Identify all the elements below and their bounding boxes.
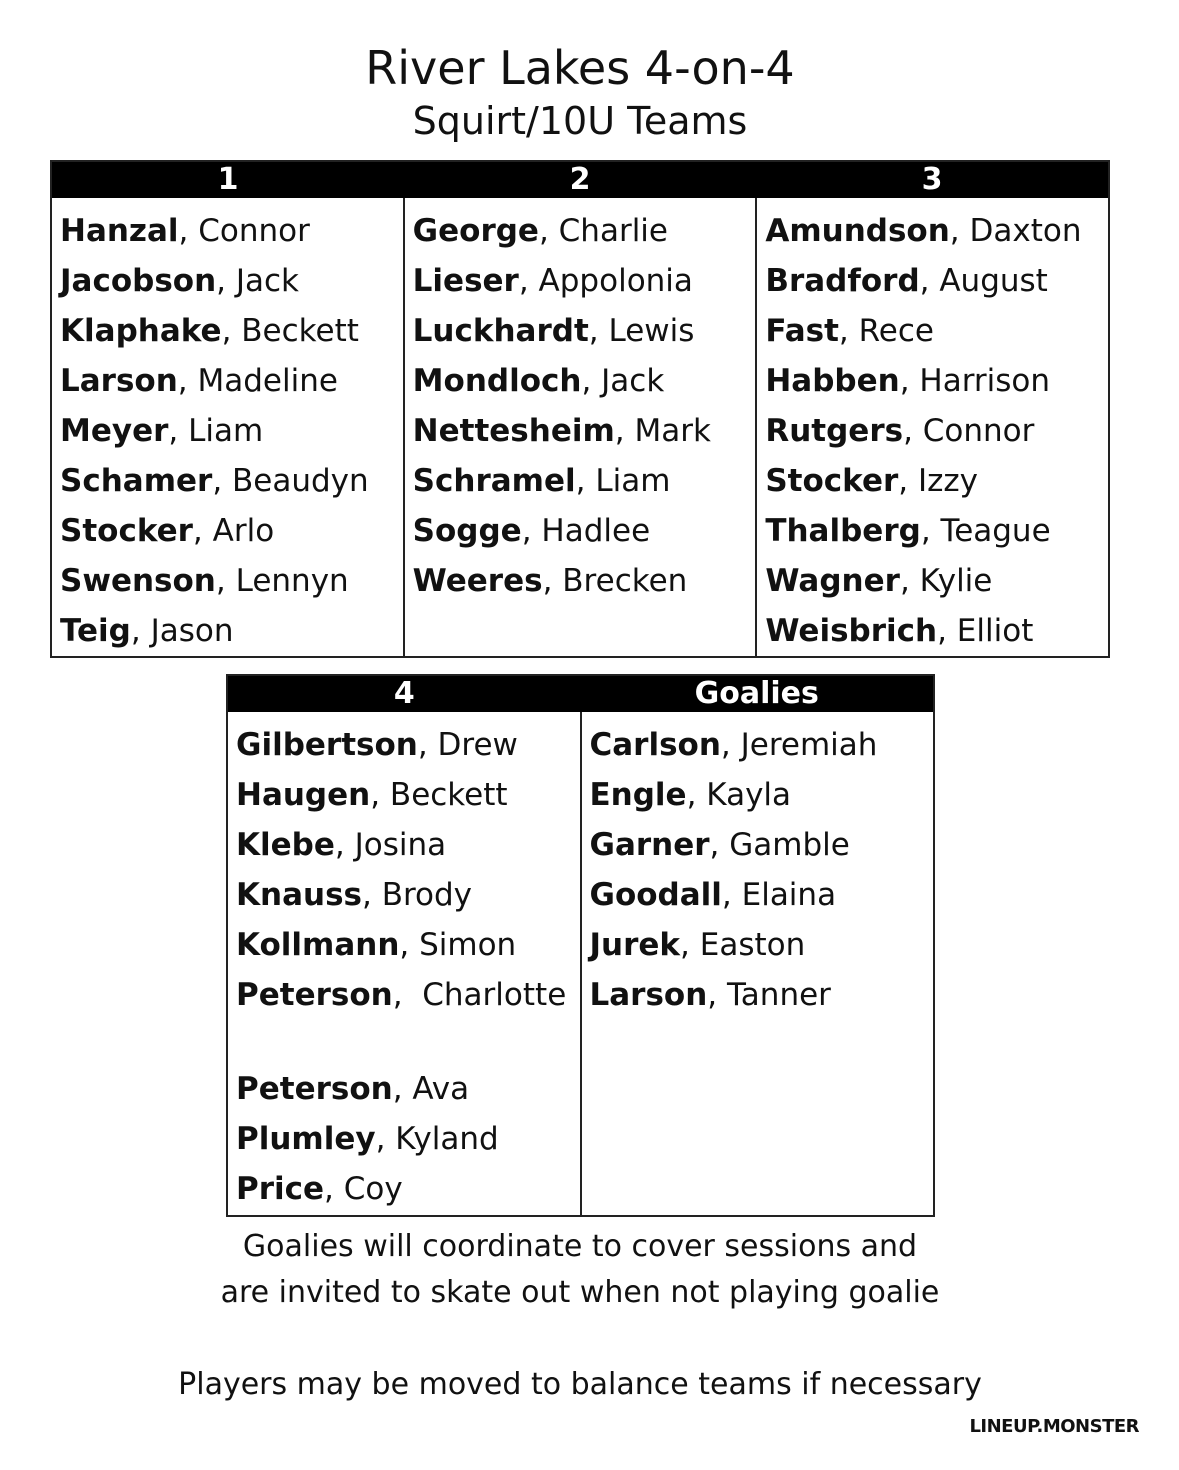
player-first-name: , Kyland xyxy=(375,1121,499,1157)
player-row xyxy=(60,356,403,406)
player-first-name: , Liam xyxy=(168,413,264,449)
player-last-name: Kollmann xyxy=(236,927,400,963)
player-row xyxy=(236,920,580,970)
goalies-roster xyxy=(582,712,934,1217)
player-last-name: Fast xyxy=(765,313,839,349)
team-1-header: 1 xyxy=(217,162,239,197)
player-last-name: Rutgers xyxy=(765,413,904,449)
page-title: River Lakes 4-on-4 xyxy=(365,41,795,95)
player-first-name: , Jack xyxy=(581,363,665,399)
team-3-roster xyxy=(757,198,1108,658)
player-last-name: Wagner xyxy=(765,563,900,599)
player-row xyxy=(60,256,403,306)
player-last-name: Teig xyxy=(60,613,131,649)
player-first-name: , Beckett xyxy=(370,777,508,813)
player-first-name: , Kayla xyxy=(686,777,792,813)
player-row xyxy=(60,206,403,256)
player-first-name: , Elliot xyxy=(937,613,1034,649)
player-last-name: Garner xyxy=(589,827,710,863)
team-2-header: 2 xyxy=(569,162,591,197)
player-last-name: Price xyxy=(236,1171,325,1207)
player-first-name: , Lewis xyxy=(588,313,695,349)
player-row xyxy=(60,556,403,606)
table-header-row xyxy=(228,676,933,712)
player-row xyxy=(413,256,756,306)
player-first-name: , Rece xyxy=(838,313,934,349)
team-4-roster xyxy=(228,712,582,1217)
player-row xyxy=(236,1114,580,1164)
player-row xyxy=(765,406,1108,456)
player-last-name: Plumley xyxy=(236,1121,376,1157)
player-first-name: , Liam xyxy=(575,463,671,499)
player-first-name: , Teague xyxy=(920,513,1051,549)
player-first-name: , Mark xyxy=(614,413,711,449)
player-last-name: Goodall xyxy=(589,877,722,913)
player-last-name: Habben xyxy=(765,363,900,399)
player-first-name: , Coy xyxy=(324,1171,403,1207)
teams-table-top xyxy=(50,160,1110,658)
player-first-name: , Brody xyxy=(361,877,473,913)
player-row xyxy=(590,870,934,920)
player-first-name: , Easton xyxy=(680,927,806,963)
player-row xyxy=(413,556,756,606)
team-1-roster xyxy=(52,198,405,658)
player-last-name: Hanzal xyxy=(60,213,179,249)
player-last-name: Schamer xyxy=(60,463,213,499)
player-row xyxy=(236,1164,580,1214)
player-row xyxy=(590,970,934,1020)
player-last-name: Haugen xyxy=(236,777,371,813)
player-first-name: , August xyxy=(919,263,1048,299)
player-last-name: Sogge xyxy=(412,513,522,549)
player-row xyxy=(60,456,403,506)
player-last-name: Jurek xyxy=(589,927,681,963)
player-last-name: Stocker xyxy=(60,513,193,549)
player-last-name: Peterson xyxy=(236,1071,393,1107)
table-header-row xyxy=(52,162,1108,198)
player-first-name: , Jason xyxy=(130,613,234,649)
player-last-name: Stocker xyxy=(765,463,899,499)
player-row xyxy=(590,720,934,770)
player-first-name: , Drew xyxy=(417,727,518,763)
player-first-name: , Gamble xyxy=(709,827,850,863)
player-row xyxy=(60,406,403,456)
player-row xyxy=(765,456,1108,506)
player-row xyxy=(60,306,403,356)
player-last-name: Carlson xyxy=(589,727,721,763)
player-row xyxy=(413,456,756,506)
player-first-name: , Connor xyxy=(903,413,1035,449)
player-last-name: Peterson xyxy=(236,977,393,1013)
player-last-name: Lieser xyxy=(412,263,519,299)
player-last-name: Klebe xyxy=(236,827,335,863)
player-row xyxy=(236,720,580,770)
player-first-name: , Ava xyxy=(392,1071,470,1107)
player-last-name: Swenson xyxy=(60,563,216,599)
player-first-name: , Josina xyxy=(334,827,447,863)
player-last-name: Mondloch xyxy=(412,363,582,399)
balance-note: Players may be moved to balance teams if necessary xyxy=(178,1367,982,1402)
lineup-monster-logo: LINEUP.MONSTER xyxy=(969,1416,1139,1437)
player-last-name: Jacobson xyxy=(60,263,217,299)
player-first-name: , Charlie xyxy=(538,213,668,249)
player-row xyxy=(60,606,403,656)
player-first-name: , Jeremiah xyxy=(720,727,878,763)
player-first-name: , Harrison xyxy=(899,363,1051,399)
player-last-name: Meyer xyxy=(60,413,169,449)
player-first-name: , Arlo xyxy=(192,513,275,549)
player-last-name: Luckhardt xyxy=(412,313,589,349)
player-first-name: , Madeline xyxy=(177,363,338,399)
player-row xyxy=(765,606,1108,656)
player-row xyxy=(765,556,1108,606)
team-3-header: 3 xyxy=(921,162,943,197)
player-first-name: , Beckett xyxy=(221,313,359,349)
player-row xyxy=(413,206,756,256)
player-last-name: Larson xyxy=(589,977,708,1013)
team-4-header: 4 xyxy=(393,676,415,711)
player-row xyxy=(765,506,1108,556)
player-row xyxy=(765,256,1108,306)
goalie-note-line-1: Goalies will coordinate to cover sessions and xyxy=(242,1229,918,1264)
player-first-name: , Daxton xyxy=(949,213,1082,249)
player-row xyxy=(590,770,934,820)
player-last-name: Bradford xyxy=(765,263,920,299)
player-first-name: , Simon xyxy=(399,927,517,963)
player-last-name: Weisbrich xyxy=(765,613,938,649)
player-row xyxy=(236,970,580,1020)
player-last-name: Gilbertson xyxy=(236,727,418,763)
player-first-name: , Tanner xyxy=(707,977,831,1013)
player-row xyxy=(590,920,934,970)
player-first-name: , Izzy xyxy=(898,463,979,499)
player-first-name: , Appolonia xyxy=(518,263,693,299)
player-first-name: , Beaudyn xyxy=(212,463,369,499)
player-first-name: , Lennyn xyxy=(215,563,349,599)
player-row xyxy=(413,356,756,406)
player-last-name: Engle xyxy=(589,777,687,813)
player-first-name: , Charlotte xyxy=(392,977,567,1013)
player-row xyxy=(413,506,756,556)
player-row xyxy=(765,306,1108,356)
player-first-name: , Elaina xyxy=(721,877,837,913)
player-row xyxy=(236,820,580,870)
player-last-name: Nettesheim xyxy=(412,413,615,449)
goalies-header: Goalies xyxy=(694,676,819,711)
player-first-name: , Jack xyxy=(216,263,299,299)
player-last-name: Thalberg xyxy=(765,513,921,549)
player-row xyxy=(765,206,1108,256)
teams-table-bottom xyxy=(226,674,935,1217)
player-row xyxy=(765,356,1108,406)
player-last-name: Larson xyxy=(60,363,178,399)
player-row xyxy=(60,506,403,556)
player-row xyxy=(413,306,756,356)
player-row xyxy=(236,770,580,820)
player-last-name: Amundson xyxy=(765,213,950,249)
player-last-name: Schramel xyxy=(412,463,576,499)
goalie-note-line-2: are invited to skate out when not playing goalie xyxy=(220,1275,940,1310)
player-last-name: Knauss xyxy=(236,877,362,913)
player-first-name: , Hadlee xyxy=(521,513,651,549)
player-first-name: , Brecken xyxy=(542,563,688,599)
player-first-name: , Connor xyxy=(178,213,310,249)
player-row xyxy=(236,1064,580,1114)
player-row xyxy=(236,870,580,920)
player-first-name: , Kylie xyxy=(899,563,993,599)
player-last-name: Klaphake xyxy=(60,313,222,349)
player-row xyxy=(590,820,934,870)
page-subtitle: Squirt/10U Teams xyxy=(412,99,748,143)
player-last-name: Weeres xyxy=(412,563,543,599)
team-2-roster xyxy=(405,198,758,658)
player-last-name: George xyxy=(412,213,539,249)
player-row xyxy=(413,406,756,456)
